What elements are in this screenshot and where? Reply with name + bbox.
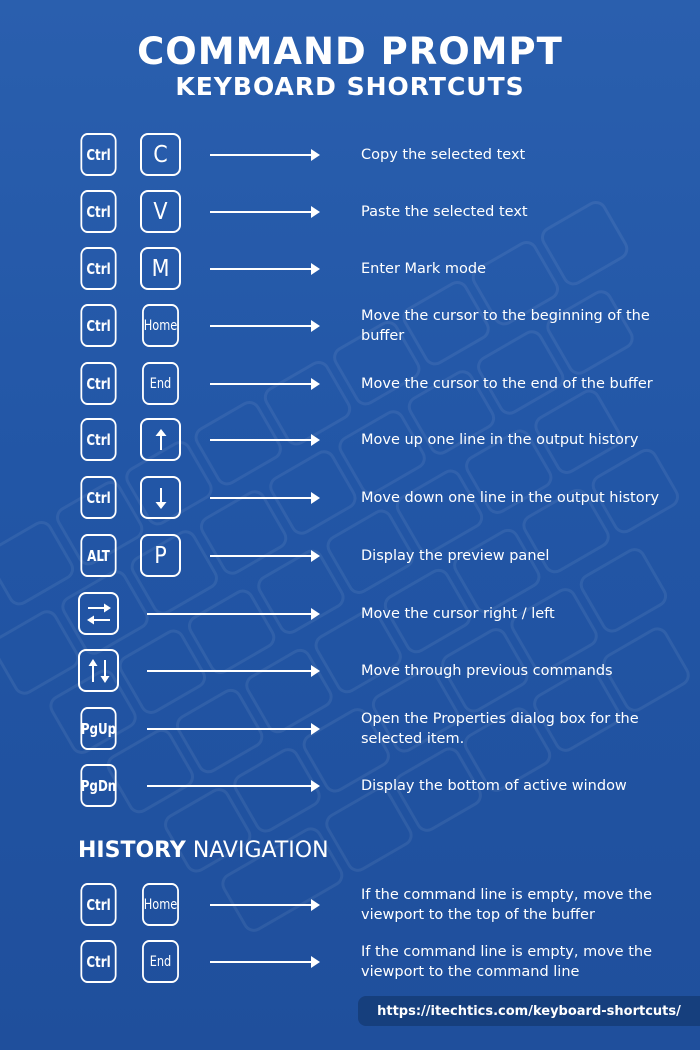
up-down-arrow-key [78, 649, 119, 692]
shortcut-description: Move the cursor to the end of the buffer [361, 376, 653, 392]
ctrl-key: Ctrl [80, 940, 116, 983]
shortcut-description: Copy the selected text [361, 147, 526, 163]
pgup-key: PgUp [80, 707, 116, 750]
shortcut-description: If the command line is empty, move the viewport to the command line [361, 944, 652, 980]
ctrl-key: Ctrl [80, 883, 116, 926]
page-title: COMMAND PROMPT [137, 30, 563, 73]
arrow-right-icon [210, 154, 318, 156]
arrow-right-icon [210, 211, 318, 213]
ctrl-key: Ctrl [80, 247, 116, 290]
arrow-right-icon [147, 670, 318, 672]
shortcut-description: Open the Properties dialog box for the selected item. [361, 711, 639, 747]
up-arrow-key [140, 418, 181, 461]
up-arrow-icon [154, 429, 168, 451]
alt-key: ALT [80, 534, 116, 577]
shortcut-description: Move through previous commands [361, 663, 613, 679]
ctrl-key: Ctrl [80, 304, 116, 347]
shortcut-row [0, 190, 700, 238]
shortcut-description: Display the preview panel [361, 548, 550, 564]
shortcut-row [0, 592, 700, 640]
section-title-bold: HISTORY [78, 838, 186, 863]
shortcut-row [0, 649, 700, 697]
shortcut-row [0, 764, 700, 812]
shortcut-row [0, 418, 700, 466]
shortcut-row [0, 707, 700, 755]
down-arrow-key [140, 476, 181, 519]
home-key: Home [142, 883, 179, 926]
ctrl-key: Ctrl [80, 190, 116, 233]
end-key: End [142, 940, 179, 983]
shortcut-description: Move the cursor to the beginning of the buffer [361, 308, 650, 344]
arrow-right-icon [210, 268, 318, 270]
shortcut-row [0, 534, 700, 582]
ctrl-key: Ctrl [80, 133, 116, 176]
arrow-right-icon [210, 383, 318, 385]
arrow-right-icon [210, 961, 318, 963]
section-title-light: NAVIGATION [192, 838, 329, 863]
up-down-arrows-icon [86, 659, 112, 683]
history-shortcut-row [0, 940, 700, 988]
arrow-right-icon [210, 904, 318, 906]
shortcut-description: Paste the selected text [361, 204, 528, 220]
shortcut-row [0, 133, 700, 181]
right-left-arrow-key [78, 592, 119, 635]
ctrl-key: Ctrl [80, 418, 116, 461]
shortcut-row [0, 304, 700, 352]
ctrl-key: Ctrl [80, 476, 116, 519]
page-subtitle: KEYBOARD SHORTCUTS [175, 72, 525, 101]
arrow-right-icon [210, 555, 318, 557]
history-shortcut-row [0, 883, 700, 931]
shortcut-description: If the command line is empty, move the viewport to the top of the buffer [361, 887, 652, 923]
arrow-right-icon [147, 728, 318, 730]
shortcut-description: Move the cursor right / left [361, 606, 555, 622]
shortcut-row [0, 362, 700, 410]
pgdn-key: PgDn [80, 764, 116, 807]
v-key: V [140, 190, 181, 233]
right-left-arrows-icon [86, 602, 112, 626]
shortcut-row [0, 476, 700, 524]
arrow-right-icon [147, 613, 318, 615]
ctrl-key: Ctrl [80, 362, 116, 405]
shortcut-description: Move up one line in the output history [361, 432, 639, 448]
footer-url[interactable]: https://itechtics.com/keyboard-shortcuts/ [358, 996, 700, 1026]
shortcut-row [0, 247, 700, 295]
shortcut-description: Display the bottom of active window [361, 778, 627, 794]
p-key: P [140, 534, 181, 577]
shortcut-description: Move down one line in the output history [361, 490, 660, 506]
arrow-right-icon [147, 785, 318, 787]
section-title [78, 838, 329, 863]
c-key: C [140, 133, 181, 176]
down-arrow-icon [154, 487, 168, 509]
arrow-right-icon [210, 325, 318, 327]
shortcut-description: Enter Mark mode [361, 261, 487, 277]
m-key: M [140, 247, 181, 290]
arrow-right-icon [210, 497, 318, 499]
end-key: End [142, 362, 179, 405]
home-key: Home [142, 304, 179, 347]
arrow-right-icon [210, 439, 318, 441]
